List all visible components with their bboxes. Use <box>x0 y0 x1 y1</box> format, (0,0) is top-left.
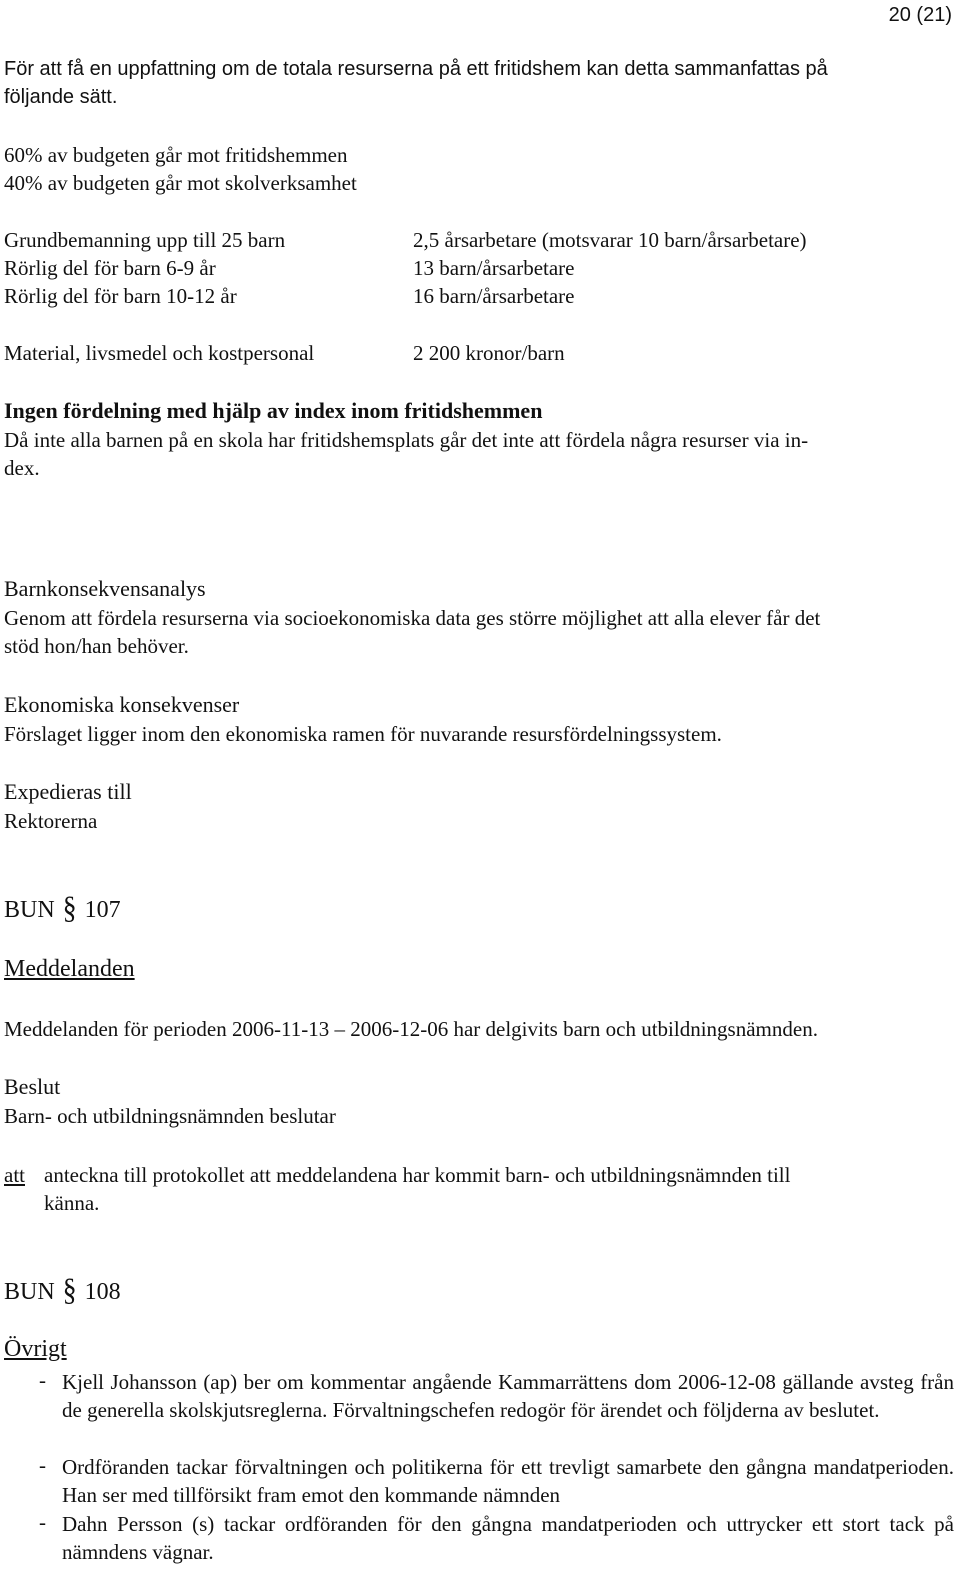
list-item <box>62 1510 954 1566</box>
att-line-1: anteckna till protokollet att meddelandena har kommit barn- och utbildningsnämnden till <box>44 1163 791 1187</box>
index-line-2: dex. <box>4 456 40 480</box>
bun107-paragraph-number <box>4 890 121 927</box>
staffing-value: 16 barn/årsarbetare <box>413 284 575 308</box>
budget-line-2: 40% av budgeten går mot skolverksamhet <box>4 171 357 195</box>
list-item-dash: - <box>39 1368 46 1392</box>
staffing-label: Rörlig del för barn 10-12 år <box>4 284 237 308</box>
child-analysis-heading: Barnkonsekvensanalys <box>4 576 206 601</box>
bun108-paragraph-number <box>4 1272 121 1309</box>
list-item-text: Kjell Johansson (ap) ber om kommentar angående Kammarrättens dom 2006-12-08 gällande avsteg från de generella skolskjutsreglerna. Förvaltningschefen redogör för ärendet och följderna av beslutet. <box>62 1370 954 1422</box>
list-item <box>62 1453 954 1509</box>
bun108-title: Övrigt <box>4 1336 67 1362</box>
material-value: 2 200 kronor/barn <box>413 341 565 365</box>
economic-text: Förslaget ligger inom den ekonomiska ramen för nuvarande resursfördelningssystem. <box>4 722 722 746</box>
decision-heading: Beslut <box>4 1074 61 1099</box>
decision-text: Barn- och utbildningsnämnden beslutar <box>4 1104 336 1128</box>
staffing-label: Rörlig del för barn 6-9 år <box>4 256 216 280</box>
material-label: Material, livsmedel och kostpersonal <box>4 341 315 365</box>
staffing-label: Grundbemanning upp till 25 barn <box>4 228 286 252</box>
bun107-title: Meddelanden <box>4 956 135 982</box>
bun107-number: 107 <box>84 897 121 923</box>
section-sign-icon: § <box>62 1272 77 1309</box>
section-sign-icon: § <box>62 890 77 927</box>
intro-line-1: För att få en uppfattning om de totala resurserna på ett fritidshem kan detta sammanfattas på <box>4 58 828 80</box>
att-word: att <box>4 1163 25 1187</box>
staffing-value: 2,5 årsarbetare (motsvarar 10 barn/årsarbetare) <box>413 228 807 252</box>
intro-line-2: följande sätt. <box>4 86 118 108</box>
list-item <box>62 1368 954 1424</box>
child-analysis-line-1: Genom att fördela resurserna via socioekonomiska data ges större möjlighet att alla elever får det <box>4 606 821 630</box>
list-item-text: Dahn Persson (s) tackar ordföranden för den gångna mandatperioden och uttrycker ett stort tack på nämndens vägnar. <box>62 1512 954 1564</box>
att-line-2: känna. <box>44 1191 100 1215</box>
index-heading: Ingen fördelning med hjälp av index inom fritidshemmen <box>4 398 543 423</box>
staffing-value: 13 barn/årsarbetare <box>413 256 575 280</box>
list-item-text: Ordföranden tackar förvaltningen och politikerna för ett trevligt samarbete den gångna mandatperioden. Han ser med tillförsikt fram emot den kommande nämnden <box>62 1455 954 1507</box>
bun108-number: 108 <box>84 1279 121 1305</box>
list-item-dash: - <box>39 1453 46 1477</box>
bun107-body: Meddelanden för perioden 2006-11-13 – 2006-12-06 har delgivits barn och utbildningsnämnden. <box>4 1017 818 1041</box>
economic-heading: Ekonomiska konsekvenser <box>4 692 240 717</box>
bun108-prefix: BUN <box>4 1279 55 1305</box>
dispatch-heading: Expedieras till <box>4 779 132 804</box>
dispatch-text: Rektorerna <box>4 809 98 833</box>
list-item-dash: - <box>39 1510 46 1534</box>
bun107-prefix: BUN <box>4 897 55 923</box>
page-number: 20 (21) <box>888 4 952 26</box>
index-line-1: Då inte alla barnen på en skola har fritidshemsplats går det inte att fördela några resurser via in- <box>4 428 809 452</box>
budget-line-1: 60% av budgeten går mot fritidshemmen <box>4 143 348 167</box>
child-analysis-line-2: stöd hon/han behöver. <box>4 634 189 658</box>
